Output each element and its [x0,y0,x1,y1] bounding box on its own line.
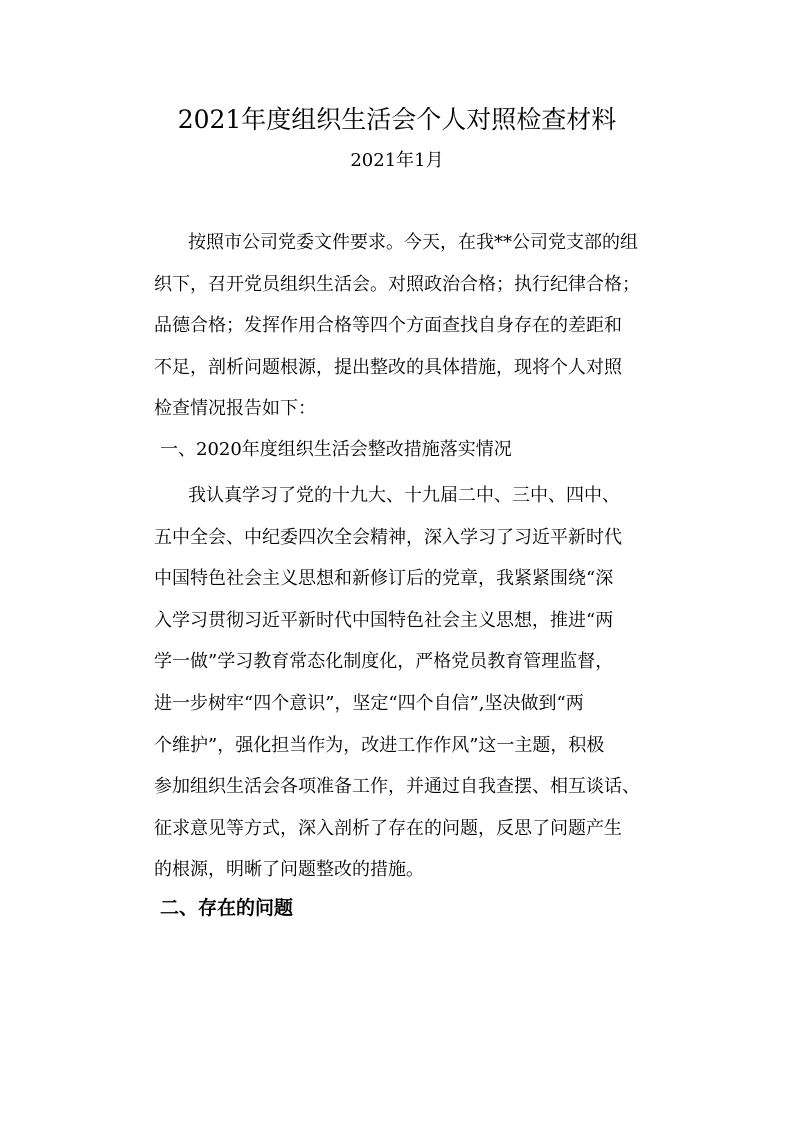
section-heading-1: 一、2020年度组织生活会整改措施落实情况 [160,439,512,460]
paragraph-section-1 [120,475,680,891]
paragraph-line: 入学习贯彻习近平新时代中国特色社会主义思想，推进“两 [154,609,614,631]
paragraph-line: 品德合格；发挥作用合格等四个方面查找自身存在的差距和 [154,315,622,337]
paragraph-line: 学一做”学习教育常态化制度化，严格党员教育管理监督， [154,651,614,673]
paragraph-line: 参加组织生活会各项准备工作，并通过自我查摆、相互谈话、 [154,776,640,798]
paragraph-line: 征求意见等方式，深入剖析了存在的问题，反思了问题产生 [154,817,622,839]
paragraph-line: 五中全会、中纪委四次全会精神，深入学习了习近平新时代 [154,526,622,548]
paragraph-line: 按照市公司党委文件要求。今天，在我**公司党支部的组 [188,232,638,253]
paragraph-line: 不足，剖析问题根源，提出整改的具体措施，现将个人对照 [154,356,622,378]
paragraph-line: 个维护”，强化担当作为，改进工作作风”这一主题，积极 [154,734,605,756]
document-title: 2021年度组织生活会个人对照检查材料 [177,105,617,134]
paragraph-line: 的根源，明晰了问题整改的措施。 [154,859,424,881]
section-heading-2: 二、存在的问题 [160,897,294,919]
paragraph-line: 中国特色社会主义思想和新修订后的党章，我紧紧围绕“深 [154,568,614,590]
document-date: 2021年1月 [350,150,444,171]
paragraph-line: 我认真学习了党的十九大、十九届二中、三中、四中、 [188,485,620,506]
paragraph-line: 进一步树牢“四个意识”，坚定“四个自信”,坚决做到“两 [154,692,584,714]
paragraph-intro [120,222,680,430]
paragraph-line: 检查情况报告如下： [154,398,316,420]
paragraph-line: 织下，召开党员组织生活会。对照政治合格；执行纪律合格； [154,273,640,295]
